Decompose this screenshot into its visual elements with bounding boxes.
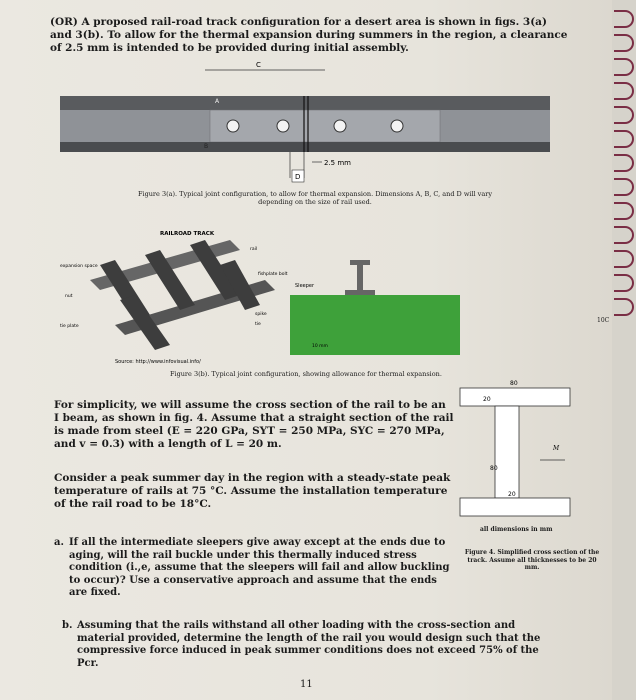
question-b-text: Assuming that the rails withstand all other loading with the cross-section and material provided, determine the length of the rail you would design such that the compressive force induced in peak summer conditions does not exceed 75% of the Pcr. (77, 620, 541, 669)
i-beam-web (495, 406, 519, 498)
fig3b-right-mark: 10C (597, 317, 610, 324)
question-a-text: If all the intermediate sleepers give away except at the ends due to aging, will the rail buckle under this thermally induced stress condition (i.,e, assume that the sleepers will fail and allow buckling to occur)? Use a conservative approach and assume that the ends are fixed. (69, 537, 450, 598)
dim-20-web: 20 (508, 491, 516, 498)
label-d: D (295, 173, 301, 181)
rail-bottom-band (60, 142, 550, 152)
bolt-4 (391, 120, 403, 132)
label-nut: nut (65, 294, 73, 299)
question-a-label: a. (54, 537, 64, 548)
problem-paragraph-2: Consider a peak summer day in the region with a steady-state peak temperature of rails at 75 °C. Assume the installation temperature of the rail road to be 18°C. (54, 472, 451, 511)
label-expansion-space: expansion space (60, 264, 98, 269)
label-gap-10mm: 10 mm (312, 344, 328, 349)
binder-ring (614, 250, 634, 268)
binder-ring (614, 130, 634, 148)
bolt-3 (334, 120, 346, 132)
label-c: C (256, 61, 261, 69)
dim-m: M (553, 445, 560, 452)
binder-rings (612, 0, 636, 700)
label-sleeper: Sleeper (295, 283, 315, 289)
label-a: A (215, 98, 220, 105)
problem-paragraph-1: For simplicity, we will assume the cross section of the rail to be an I beam, as shown in fig. 4. Assume that a straight section of the rail is made from steel (E = 220 GPa, SYT = 250 MPa, SYC = 270 MPa, and v = 0.3) with a length of L = 20 m. (54, 399, 454, 451)
binder-ring (614, 226, 634, 244)
binder-ring (614, 154, 634, 172)
figure-3a-caption: Figure 3(a). Typical joint configuration, to allow for thermal expansion. Dimensions A, B, C, and D will vary depending on the size of rail used. (137, 190, 493, 207)
label-b: B (204, 143, 209, 150)
fig4-units: all dimensions in mm (480, 526, 553, 533)
dim-80-top: 80 (510, 380, 518, 387)
fig4-caption: Figure 4. Simplified cross section of the track. Assume all thicknesses to be 20 mm. (464, 549, 600, 571)
binder-ring (614, 10, 634, 28)
rail-top-band (60, 96, 550, 110)
figure-3b (60, 225, 460, 375)
intro-paragraph: (OR) A proposed rail-road track configuration for a desert area is shown in figs. 3(a) and 3(b). To allow for the thermal expansion during summers in the region, a clearance of 2.5 mm is intended to be provided during initial assembly. (50, 16, 568, 55)
dim-20-top: 20 (483, 396, 491, 403)
i-beam-top-flange (460, 388, 570, 406)
bolt-1 (227, 120, 239, 132)
label-tie-plate: tie plate (60, 324, 79, 329)
bolt-2 (277, 120, 289, 132)
figure-4 (455, 378, 595, 523)
label-rail: rail (250, 247, 258, 252)
binder-ring (614, 106, 634, 124)
fig3b-title: RAILROAD TRACK (160, 231, 215, 237)
page-number: 11 (300, 679, 313, 690)
rail-profile (345, 260, 375, 295)
gap-label: 2.5 mm (324, 159, 351, 167)
question-b (62, 620, 562, 670)
binder-ring (614, 274, 634, 292)
binder-ring (614, 58, 634, 76)
label-fishplate-bolt: fishplate bolt (258, 272, 288, 277)
figure-3b-caption: Figure 3(b). Typical joint configuration, showing allowance for thermal expansion. (170, 370, 442, 378)
label-tie: tie (255, 322, 261, 327)
binder-ring (614, 82, 634, 100)
fig3b-source: Source: http://www.infovisual.info/ (115, 359, 201, 365)
binder-ring (614, 178, 634, 196)
figure-3a (60, 58, 570, 188)
question-a (54, 537, 454, 600)
label-spike: spike (255, 312, 267, 317)
question-b-label: b. (62, 620, 73, 631)
binder-ring (614, 298, 634, 316)
fishplate (210, 110, 440, 142)
binder-ring (614, 202, 634, 220)
i-beam-bottom-flange (460, 498, 570, 516)
dim-80-side: 80 (490, 465, 498, 472)
binder-ring (614, 34, 634, 52)
